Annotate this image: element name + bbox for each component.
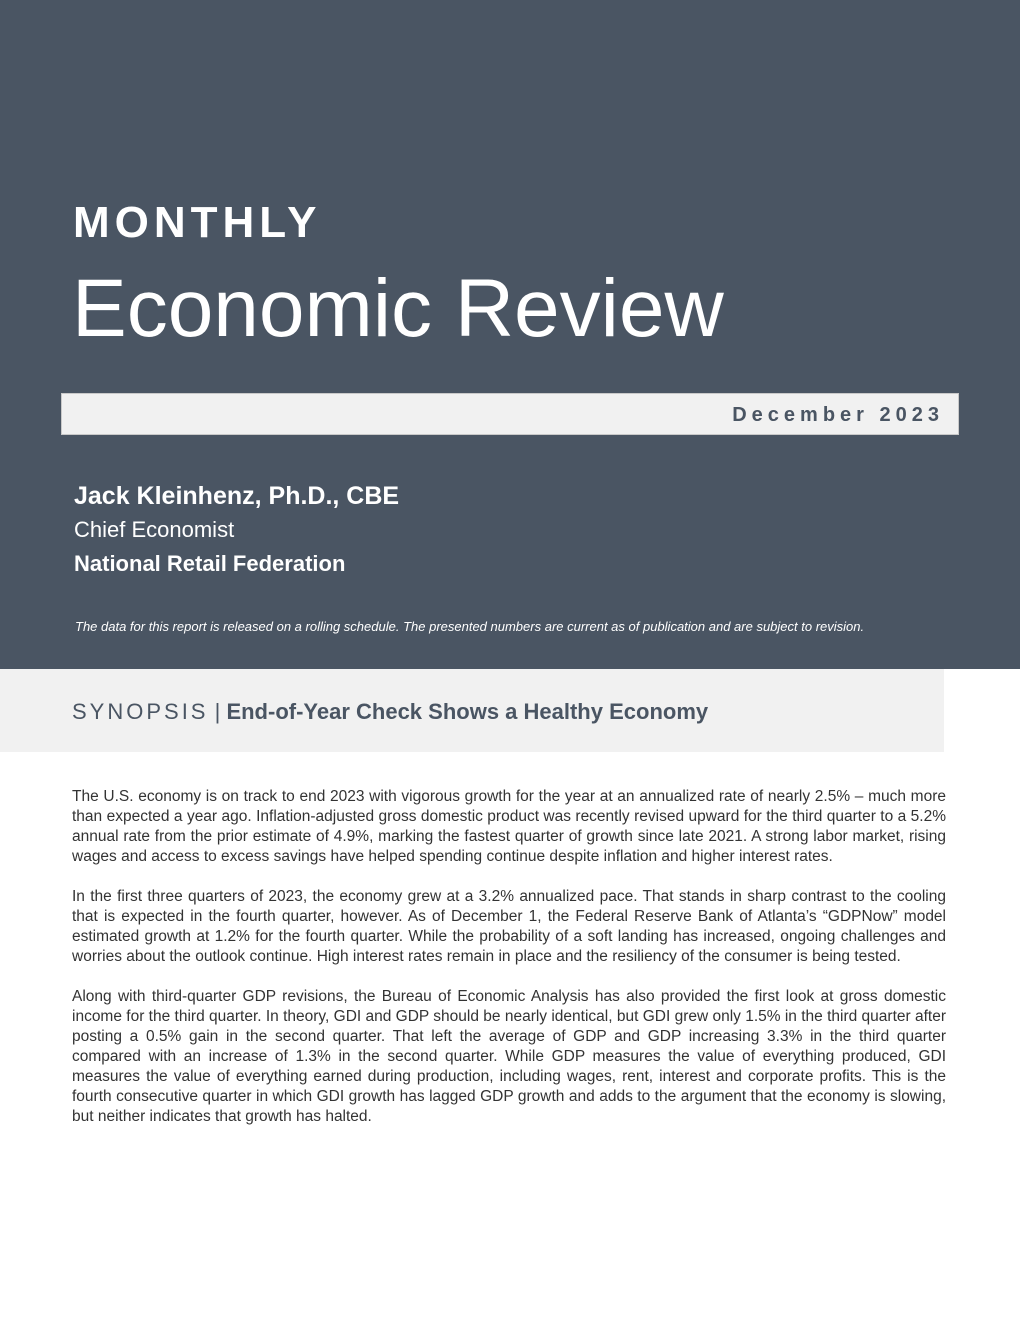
author-name: Jack Kleinhenz, Ph.D., CBE — [74, 482, 400, 510]
synopsis-band — [0, 669, 944, 752]
body-paragraph: In the first three quarters of 2023, the economy grew at a 3.2% annualized pace. That stands in sharp contrast to the cooling that is expected in the fourth quarter, however. As of December 1, the Federal Reserve Bank of Atlanta’s “GDPNow” model estimated growth at 1.2% for the fourth quarter. While the probability of a soft landing has increased, ongoing challenges and worries about the outlook continue. High interest rates remain in place and the resiliency of the consumer is being tested. — [72, 888, 946, 965]
date-bar — [61, 393, 959, 435]
synopsis-headline: End-of-Year Check Shows a Healthy Economy — [226, 699, 709, 724]
article-body — [72, 787, 946, 1147]
synopsis-label: SYNOPSIS — [72, 699, 209, 724]
author-role: Chief Economist — [74, 517, 235, 542]
report-date: December 2023 — [732, 404, 944, 426]
synopsis-separator: | — [214, 699, 227, 724]
body-paragraph: The U.S. economy is on track to end 2023 with vigorous growth for the year at an annualized rate of nearly 2.5% – much more than expected a year ago. Inflation-adjusted gross domestic product was recently revised upward for the third quarter to a 5.2% annual rate from the prior estimate of 4.9%, marking the fastest quarter of growth since late 2021. A strong labor market, rising wages and access to excess savings have helped spending continue despite inflation and higher interest rates. — [72, 788, 946, 865]
report-title: Economic Review — [72, 263, 724, 354]
author-organization: National Retail Federation — [74, 551, 346, 576]
report-kicker: MONTHLY — [73, 198, 322, 247]
synopsis-heading — [72, 698, 708, 726]
body-paragraph: Along with third-quarter GDP revisions, the Bureau of Economic Analysis has also provided the first look at gross domestic income for the third quarter. In theory, GDI and GDP should be nearly identical, but GDI grew only 1.5% in the third quarter after posting a 0.5% gain in the second quarter. That left the average of GDP and GDP increasing 3.3% in the third quarter compared with an increase of 1.3% in the second quarter. While GDP measures the value of everything produced, GDI measures the value of everything earned during production, including wages, rent, interest and corporate profits. This is the fourth consecutive quarter in which GDI growth has lagged GDP growth and adds to the argument that the economy is slowing, but neither indicates that growth has halted. — [72, 988, 946, 1125]
data-disclaimer: The data for this report is released on a rolling schedule. The presented numbers are current as of publication and are subject to revision. — [75, 619, 865, 634]
